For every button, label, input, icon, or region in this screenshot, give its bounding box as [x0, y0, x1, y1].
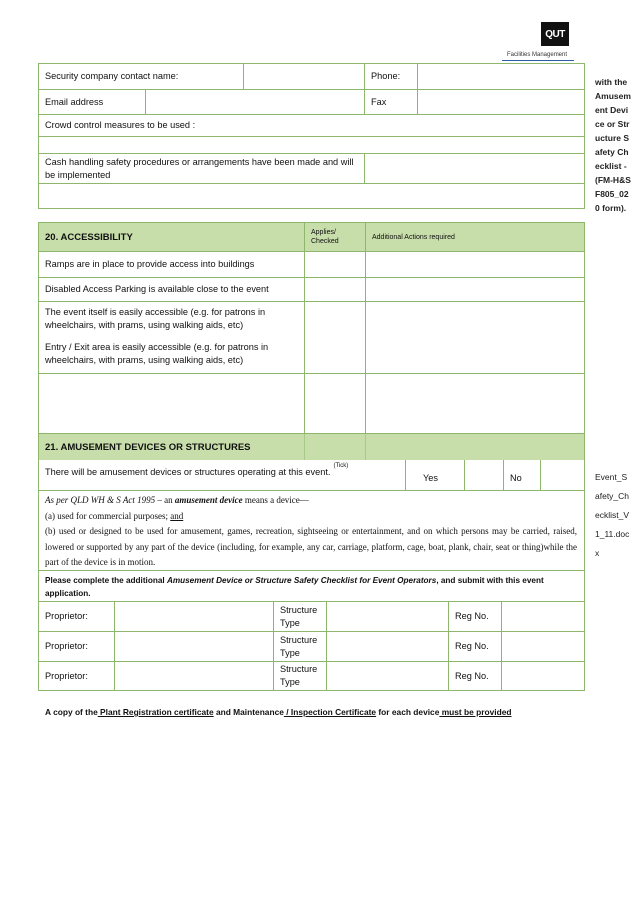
reg-no-input-1[interactable]: [502, 602, 584, 631]
definition-a-text: (a) used for commercial purposes;: [45, 510, 171, 521]
amusement-question-text: There will be amusement devices or structures operating at this event.: [45, 466, 331, 477]
entry-exit-row-label: Entry / Exit area is easily accessible (e.g. for patrons in wheelchairs, with prams, using walking aids, etc): [45, 342, 269, 365]
proprietor-label-1: Proprietor:: [45, 611, 88, 621]
footer-inspection: / Inspection Certificate: [283, 707, 377, 717]
fax-input[interactable]: [418, 90, 584, 114]
yes-label: Yes: [423, 472, 438, 483]
phone-input[interactable]: [418, 64, 584, 89]
proprietor-input-3[interactable]: [115, 662, 273, 690]
complete-post: , and submit with this event application.: [45, 576, 544, 598]
additional-actions-header: Additional Actions required: [372, 233, 455, 241]
extra-row-label[interactable]: [39, 374, 304, 433]
event-access-row-label: The event itself is easily accessible (e.g. for patrons in wheelchairs, with prams, using walking aids, etc): [45, 307, 266, 330]
proprietor-input-2[interactable]: [115, 632, 273, 661]
contact-table: [38, 63, 585, 209]
email-input[interactable]: [146, 90, 364, 114]
complete-italic: Amusement Device or Structure Safety Checklist for Event Operators: [166, 576, 437, 585]
reg-no-label-2: Reg No.: [455, 641, 489, 651]
amusement-question: [39, 460, 405, 484]
reg-no-label-1: Reg No.: [455, 611, 489, 621]
definition-term: amusement device: [174, 495, 243, 505]
parking-row-label: Disabled Access Parking is available close to the event: [45, 284, 269, 294]
structure-type-input-3[interactable]: [327, 662, 448, 690]
definition-line: [45, 493, 577, 509]
ramps-actions-input[interactable]: [366, 252, 584, 277]
reg-no-input-3[interactable]: [502, 662, 584, 690]
extra-row-actions[interactable]: [366, 374, 584, 433]
amusement-table: [38, 460, 585, 691]
security-contact-input[interactable]: [244, 64, 364, 89]
definition-dash: – an: [155, 495, 175, 505]
crowd-control-label: Crowd control measures to be used :: [45, 120, 196, 130]
side-note-checklist: with the Amusement Device or Structure Safety Checklist - (FM-H&S F805_020 form).: [595, 77, 631, 213]
parking-checkbox[interactable]: [305, 278, 365, 301]
footer-for: for each device: [376, 707, 440, 717]
email-label: Email address: [45, 96, 104, 107]
applies-checked-header: Applies/ Checked: [311, 229, 339, 245]
amusement-definition: [45, 493, 577, 571]
yes-checkbox[interactable]: [465, 460, 503, 490]
footer-plant: Plant Registration certificate: [97, 707, 214, 717]
no-checkbox[interactable]: [541, 460, 584, 490]
structure-type-label-3: Structure Type: [280, 664, 318, 687]
definition-rest: means a device—: [242, 495, 309, 505]
phone-label: Phone:: [371, 71, 401, 81]
security-contact-label: Security company contact name:: [45, 71, 179, 81]
definition-b: (b) used or designed to be used for amusement, games, recreation, sightseeing or entertainment, and on which persons may be carried, raised, lowered or supported by any part of the device (including, for example, any car, carriage, platform, cage, boat, plank, chair, seat or thing)while the part of the device is in motion.: [45, 526, 577, 567]
proprietor-label-2: Proprietor:: [45, 641, 88, 651]
cash-handling-notes[interactable]: [39, 184, 584, 208]
event-access-actions-input[interactable]: [366, 302, 584, 373]
proprietor-label-3: Proprietor:: [45, 670, 88, 681]
structure-type-label-1: Structure Type: [280, 604, 318, 628]
footer-must: must be provided: [439, 707, 512, 717]
cash-handling-label: Cash handling safety procedures or arrangements have been made and will be implemented: [45, 156, 354, 180]
footer-and: and Maintenance: [213, 707, 284, 717]
no-label: No: [510, 472, 522, 483]
extra-row-checkbox[interactable]: [305, 374, 365, 433]
footer-requirement: [45, 707, 512, 717]
complete-checklist-instruction: [45, 574, 565, 600]
structure-type-input-1[interactable]: [327, 602, 448, 631]
definition-lead: As per QLD WH & S Act 1995: [45, 495, 156, 505]
qut-logo: [541, 22, 569, 46]
definition-a: [45, 509, 577, 525]
side-note-filename: Event_Safety_Checklist_V1_11.docx: [595, 472, 630, 558]
proprietor-input-1[interactable]: [115, 602, 273, 631]
reg-no-label-3: Reg No.: [455, 670, 489, 681]
accessibility-table: [38, 222, 585, 460]
cash-handling-input[interactable]: [365, 154, 584, 183]
accessibility-title: 20. ACCESSIBILITY: [45, 231, 133, 243]
event-access-checkbox[interactable]: [305, 302, 365, 373]
footer-pre: A copy of the: [45, 707, 98, 717]
definition-a-and: and: [170, 510, 184, 521]
structure-type-label-2: Structure Type: [280, 634, 318, 658]
ramps-row-label: Ramps are in place to provide access into buildings: [45, 259, 255, 269]
parking-actions-input[interactable]: [366, 278, 584, 301]
logo-underline: [502, 60, 574, 61]
ramps-checkbox[interactable]: [305, 252, 365, 277]
amusement-title: 21. AMUSEMENT DEVICES OR STRUCTURES: [45, 441, 251, 453]
complete-pre: Please complete the additional: [45, 576, 167, 585]
structure-type-input-2[interactable]: [327, 632, 448, 661]
crowd-control-input[interactable]: [39, 137, 584, 153]
reg-no-input-2[interactable]: [502, 632, 584, 661]
fax-label: Fax: [371, 96, 387, 107]
logo-subtitle: Facilities Management: [507, 52, 568, 58]
logo-text: QUT: [545, 28, 565, 40]
tick-note: (Tick): [333, 462, 349, 469]
